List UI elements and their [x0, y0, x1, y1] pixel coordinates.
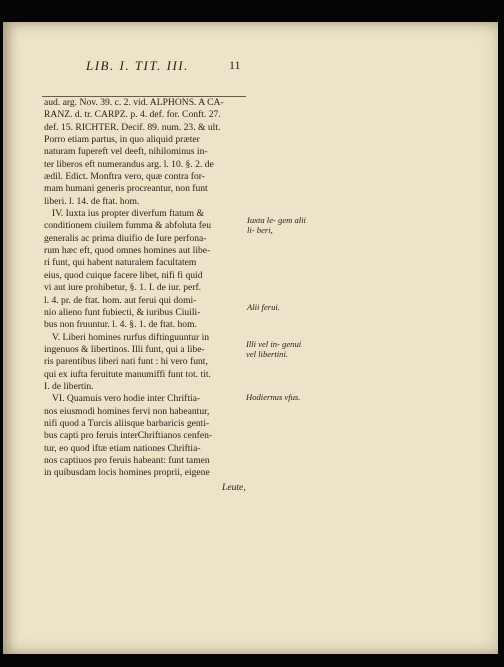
text-line: nio alieno funt fubiecti, & iuribus Ciuili- — [44, 306, 201, 318]
margin-note: Alii ferui. — [247, 302, 280, 312]
text-line: ri funt, qui habent naturalem facultatem — [44, 257, 197, 269]
text-line: ter liberos eft numerandus arg. l. 10. §. 2. de — [44, 158, 214, 170]
text-line: naturam fupereft vel deeft, nihilominus in- — [44, 146, 208, 158]
catchword: Leute, — [222, 482, 246, 493]
text-line: conditionem ciuilem fumma & abfoluta feu — [44, 220, 212, 232]
paragraph-start-line: VI. Quamuis vero hodie inter Chriftia- — [52, 393, 201, 405]
text-line: liberi. l. 14. de ftat. hom. — [44, 195, 140, 207]
page-number: 11 — [229, 58, 241, 72]
margin-note: Hodiernus vfus. — [246, 392, 301, 402]
text-line: generalis ac prima diuifio de Iure perfona- — [44, 232, 207, 244]
text-line: vi aut iure prohibetur, §. 1. I. de iur. perf. — [44, 282, 202, 294]
text-line: in quibusdam locis homines proprii, eigene — [44, 467, 210, 479]
text-line: I. de libertin. — [44, 380, 94, 392]
margin-note: Iuxta le- gem alii li- beri, — [247, 215, 306, 235]
text-line: qui ex iufta feruitute manumiffi funt tot. tit. — [44, 368, 211, 380]
text-line: bus capti pro feruis interChriftianos cenfen- — [44, 430, 213, 442]
text-line: RANZ. d. tr. CARPZ. p. 4. def. for. Conft. 27. — [44, 109, 221, 121]
text-line: Porro etiam partus, in quo aliquid præter — [44, 134, 200, 146]
text-line: mam humani generis procreantur, non funt — [44, 183, 208, 195]
text-line: rum hæc eft, quod omnes homines aut libe- — [44, 245, 211, 257]
body-text — [44, 97, 254, 480]
page-header — [0, 58, 495, 78]
text-line: tur, eo quod iftæ etiam nationes Chriftia- — [44, 442, 201, 454]
text-line: aud. arg. Nov. 39. c. 2. vid. ALPHONS. A CA- — [44, 97, 224, 108]
text-line: nos eiusmodi homines fervi non habeantur, — [44, 405, 210, 417]
text-line: bus non fruuntur. l. 4. §. 1. de ftat. hom. — [44, 319, 197, 331]
paragraph-start-line: IV. Iuxta ius propter diverfum ftatum & — [52, 208, 204, 220]
margin-note: Illi vel in- genui vel libertini. — [246, 339, 302, 359]
text-line: eius, quod cuique facere libet, nifi fi quid — [44, 269, 203, 281]
text-line: ædil. Edict. Monftra vero, quæ contra for- — [44, 171, 205, 183]
text-line: nos captiuos pro feruis habeant: funt tamen — [44, 454, 210, 466]
text-line: ris parentibus liberi nati funt : hi vero funt, — [44, 356, 208, 368]
text-line: ingenuos & libertinos. Illi funt, qui a libe- — [44, 343, 205, 355]
running-title: LIB. I. TIT. III. — [86, 58, 189, 73]
text-line: nifi quod a Turcis aliisque barbaricis genti- — [44, 417, 210, 429]
text-line: def. 15. RICHTER. Decif. 89. num. 23. & ult. — [44, 121, 221, 133]
paragraph-start-line: V. Liberi homines rurfus diftinguuntur in — [52, 331, 210, 343]
text-line: l. 4. pr. de ftat. hom. aut ferui qui domi- — [44, 294, 197, 306]
